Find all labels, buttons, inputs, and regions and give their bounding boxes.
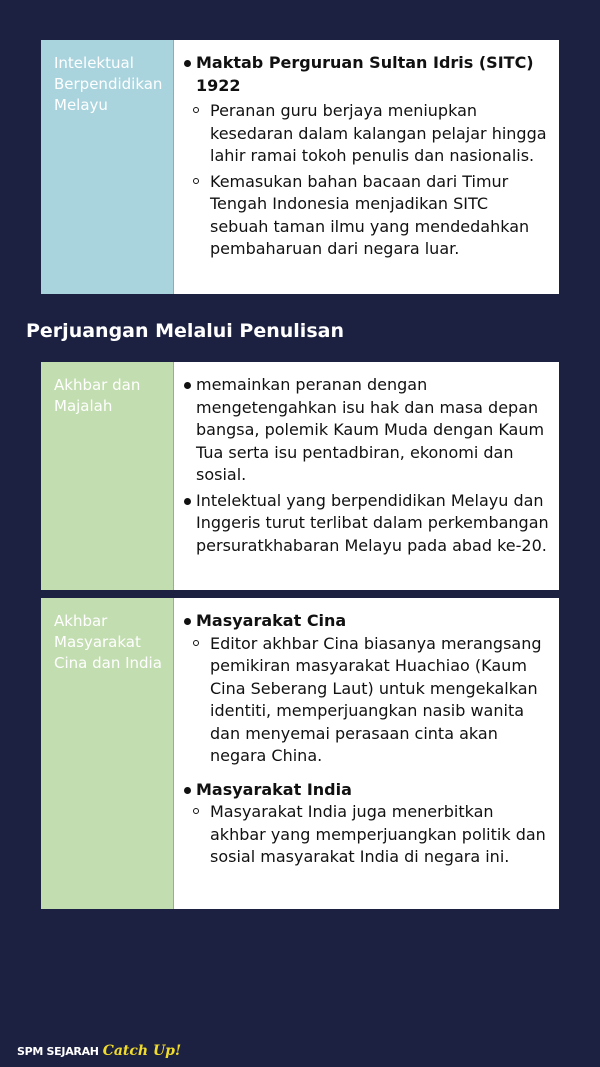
footer-brand: SPM SEJARAH: [17, 1045, 99, 1058]
card-intelektual: [41, 40, 559, 294]
section-heading: Perjuangan Melalui Penulisan: [26, 320, 344, 342]
sub-bullet: Peranan guru berjaya meniupkan kesedaran dalam kalangan pelajar hingga lahir ramai tokoh penulis dan nasionalis.: [186, 100, 551, 168]
card-content: [173, 362, 559, 590]
point-bullet: memainkan peranan dengan mengetengahkan isu hak dan masa depan bangsa, polemik Kaum Muda dengan Kaum Tua serta isu pentadbiran, ekonomi dan sosial.: [182, 374, 551, 487]
card-akhbar-cina-india: [41, 598, 559, 909]
sub-bullet: Kemasukan bahan bacaan dari Timur Tengah Indonesia menjadikan SITC sebuah taman ilmu yang mendedahkan pembaharuan dari negara luar.: [186, 171, 551, 261]
card-label: Intelektual Berpendidikan Melayu: [41, 40, 173, 294]
sub-bullet: Masyarakat India juga menerbitkan akhbar yang memperjuangkan politik dan sosial masyarakat India di negara ini.: [186, 801, 551, 869]
card-content: [173, 598, 559, 909]
point-bullet: Intelektual yang berpendidikan Melayu dan Inggeris turut terlibat dalam perkembangan persuratkhabaran Melayu pada abad ke-20.: [182, 490, 551, 558]
card-content: [173, 40, 559, 294]
footer-logo: [17, 1043, 181, 1059]
main-bullet: Maktab Perguruan Sultan Idris (SITC) 1922: [182, 52, 551, 97]
card-label: Akhbar dan Majalah: [41, 362, 173, 590]
card-label: Akhbar Masyarakat Cina dan India: [41, 598, 173, 909]
card-akhbar-majalah: [41, 362, 559, 590]
sub-bullet: Editor akhbar Cina biasanya merangsang pemikiran masyarakat Huachiao (Kaum Cina Seberang Laut) untuk mengekalkan identiti, memperjuangkan nasib wanita dan menyemai perasaan cinta akan negara China.: [186, 633, 551, 768]
main-bullet: Masyarakat Cina: [182, 610, 551, 633]
main-bullet: Masyarakat India: [182, 779, 551, 802]
footer-tagline: Catch Up!: [102, 1043, 182, 1059]
